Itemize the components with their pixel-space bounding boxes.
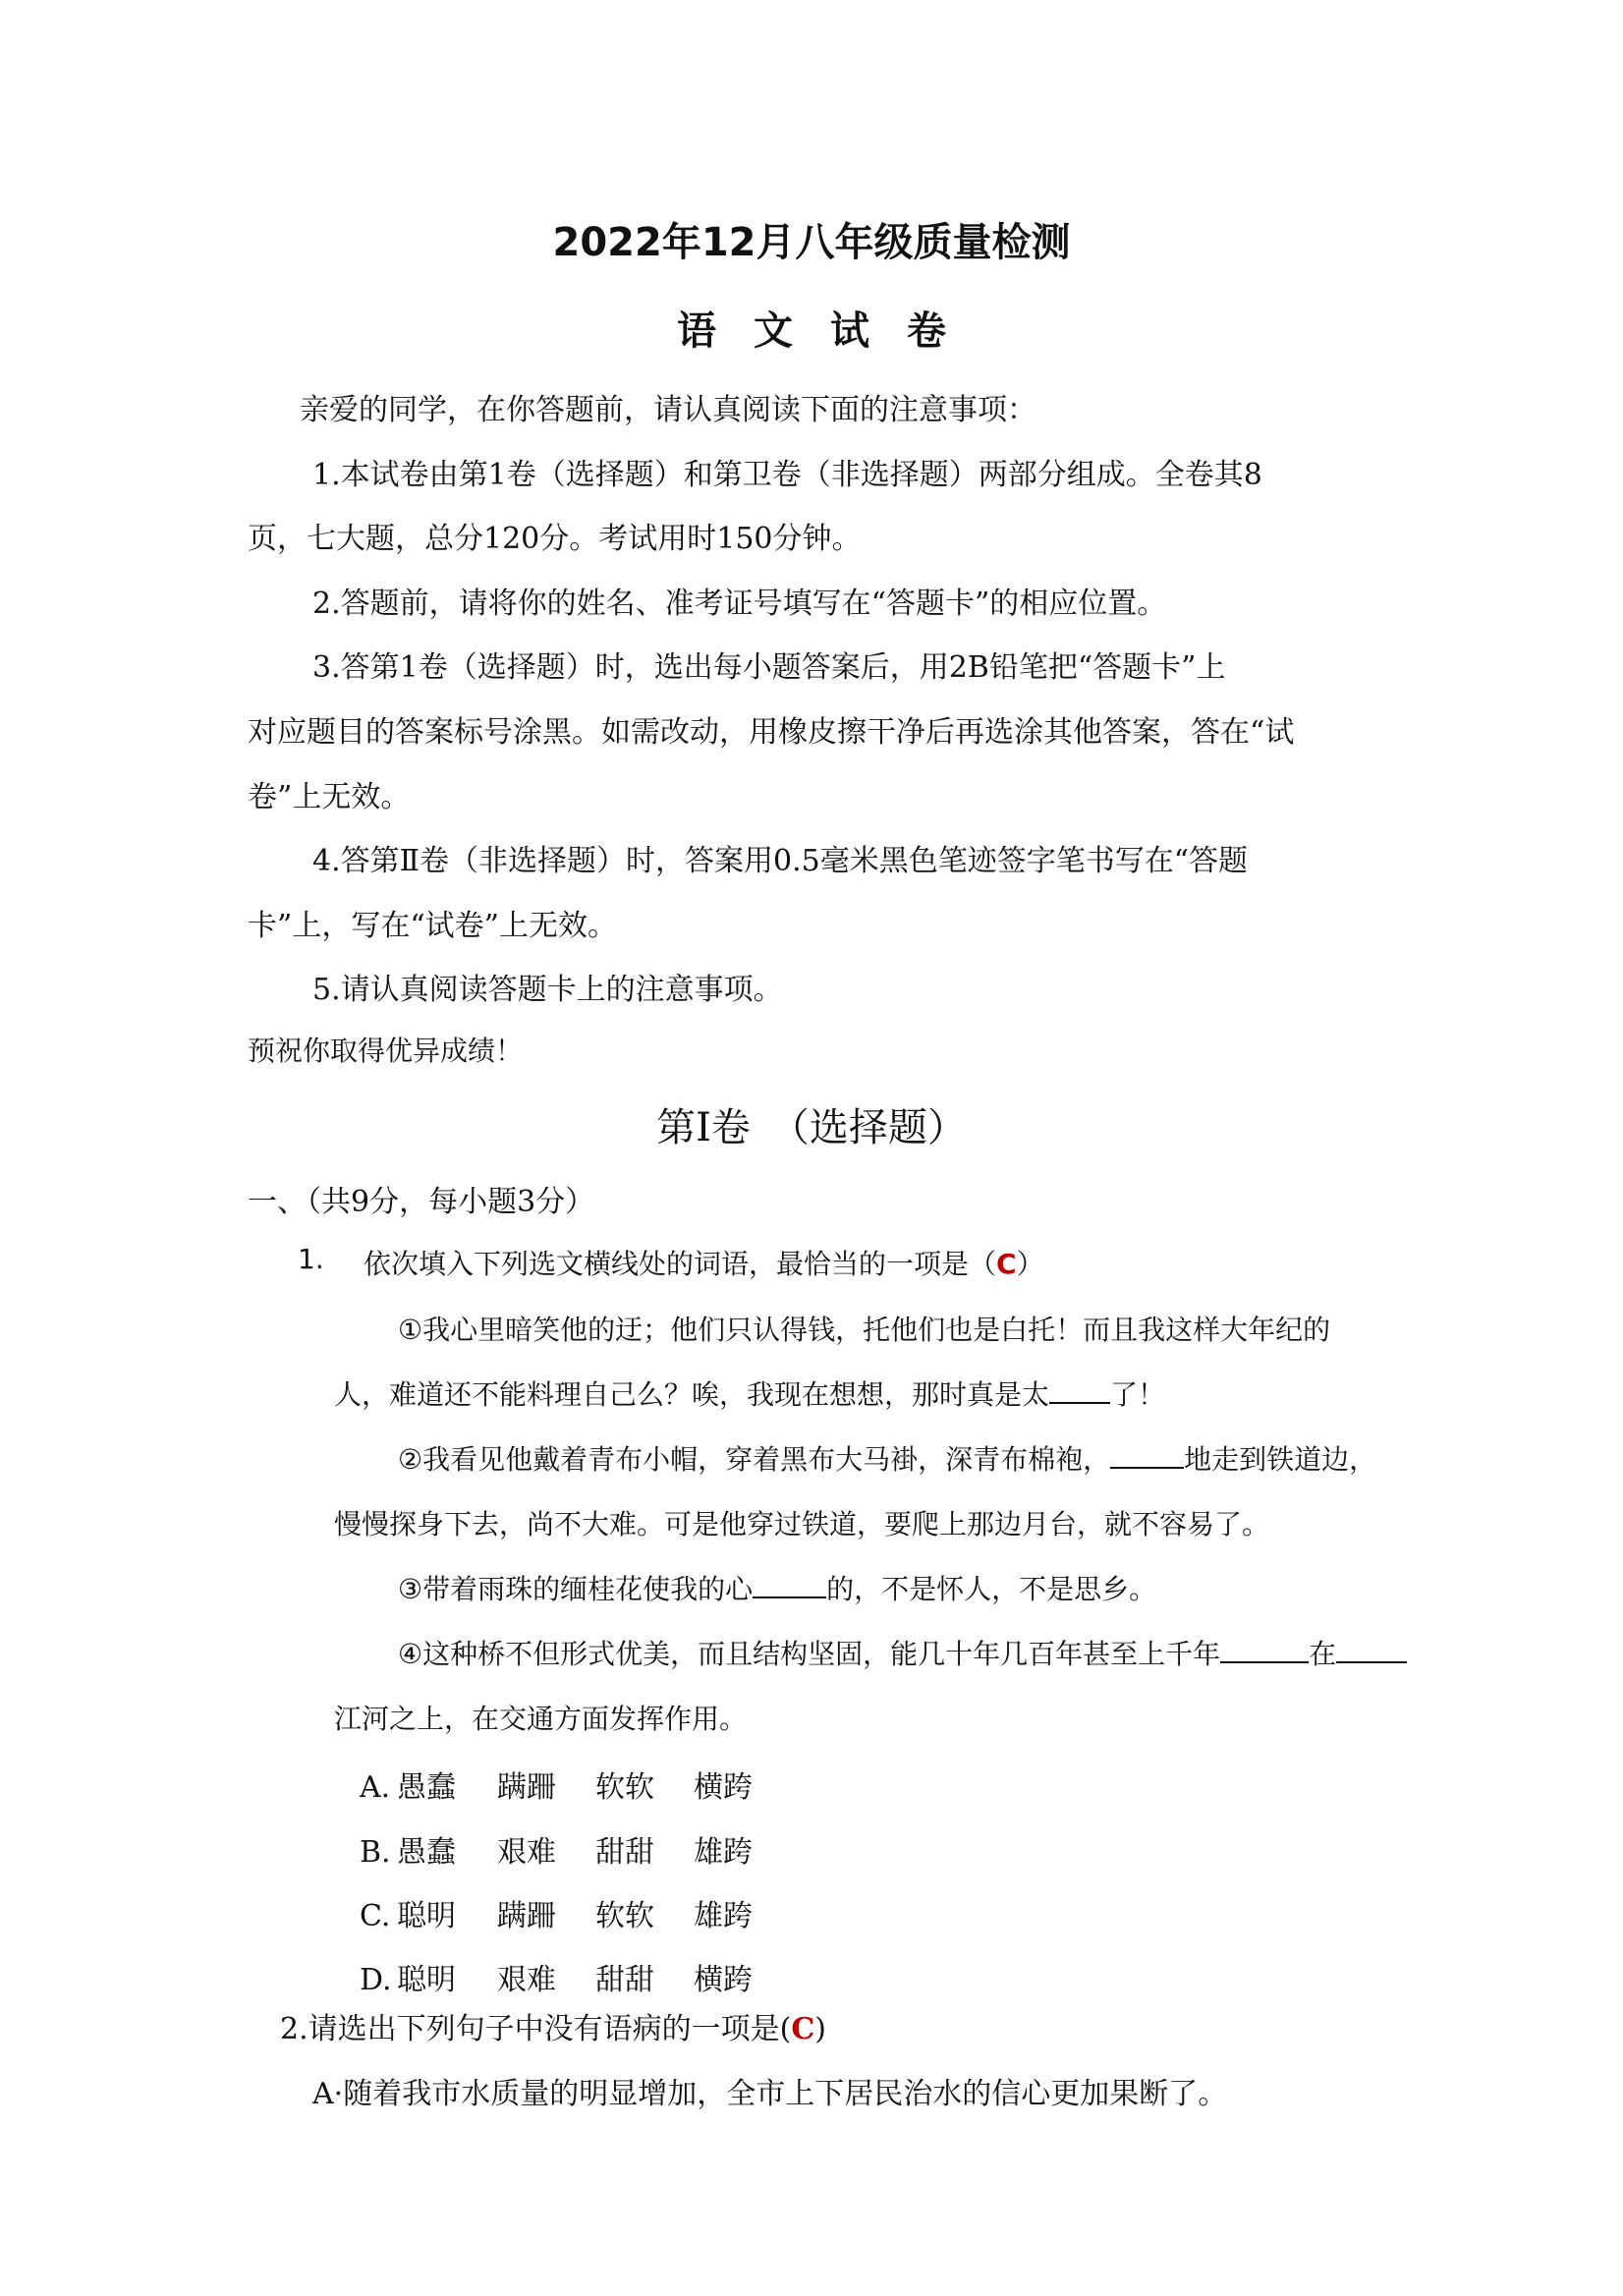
option-word: 愚蠢 (397, 1835, 456, 1870)
section-title: 第Ⅰ卷 （选择题） (656, 1105, 967, 1150)
notice-item-3-line-1: 3.答第1卷（选择题）时，选出每小题答案后，用2B铅笔把“答题卡”上 (312, 650, 1226, 685)
q1-sentence-4-line-1 (398, 1633, 1407, 1672)
option-word: 艰难 (497, 1963, 556, 1997)
q1-sentence-1-line-2 (334, 1373, 1165, 1413)
notice-item-1-line-2: 页，七大题，总分120分。考试用时150分钟。 (248, 522, 862, 556)
notice-item-3-line-2: 对应题目的答案标号涂黑。如需改动，用橡皮擦干净后再选涂其他答案，答在“试 (248, 715, 1295, 750)
notice-item-3-line-3: 卷”上无效。 (248, 780, 411, 814)
q1-option-d (360, 1955, 753, 1998)
q1-s2-end: 地走到铁道边， (1184, 1443, 1377, 1476)
q2-stem-end: ) (814, 2012, 826, 2046)
q1-number: 1. (298, 1243, 324, 1275)
q1-stem-text: 依次填入下列选文横线处的词语，最恰当的一项是（ (364, 1248, 997, 1280)
notice-wish: 预祝你取得优异成绩！ (248, 1035, 524, 1067)
option-word: 蹒跚 (497, 1770, 556, 1805)
q1-blank-1 (1049, 1374, 1110, 1404)
q1-sentence-4-line-2: 江河之上，在交通方面发挥作用。 (334, 1703, 748, 1735)
notice-item-5: 5.请认真阅读答题卡上的注意事项。 (312, 973, 783, 1007)
q1-s1-end: 了！ (1110, 1378, 1166, 1411)
option-word: 软软 (595, 1770, 654, 1805)
notice-intro: 亲爱的同学，在你答题前，请认真阅读下面的注意事项： (300, 393, 1036, 427)
part-heading: 一、（共9分，每小题3分） (248, 1185, 595, 1219)
option-word: 甜甜 (595, 1835, 654, 1870)
option-word: 愚蠢 (397, 1770, 456, 1805)
q1-option-c (360, 1891, 753, 1934)
option-word: 软软 (595, 1899, 654, 1933)
option-word: 甜甜 (595, 1963, 654, 1997)
page-subtitle: 语文试卷 (677, 308, 983, 354)
q2-option-a: A·随着我市水质量的明显增加，全市上下居民治水的信心更加果断了。 (312, 2077, 1228, 2111)
q2-stem-text: 2.请选出下列句子中没有语病的一项是( (280, 2012, 792, 2046)
option-word: 艰难 (497, 1835, 556, 1870)
option-word: 横跨 (694, 1770, 753, 1805)
q1-stem (364, 1243, 1044, 1282)
option-label: A. (360, 1770, 391, 1805)
q1-sentence-1-line-1: ①我心里暗笑他的迂；他们只认得钱，托他们也是白托！而且我这样大年纪的 (398, 1314, 1331, 1346)
q1-option-b (360, 1827, 753, 1871)
option-word: 雄跨 (694, 1899, 753, 1933)
q1-blank-5 (1336, 1634, 1407, 1663)
q1-blank-2 (1110, 1439, 1184, 1469)
q1-s4-mid: 在 (1309, 1638, 1337, 1670)
q1-sentence-2-line-1 (398, 1438, 1376, 1478)
q1-answer: C (996, 1248, 1017, 1280)
notice-item-2: 2.答题前，请将你的姓名、准考证号填写在“答题卡”的相应位置。 (312, 587, 1167, 621)
q1-sentence-3 (398, 1568, 1156, 1607)
option-word: 聪明 (397, 1899, 456, 1933)
q1-s1-text: 人，难道还不能料理自己么？唉，我现在想想，那时真是太 (334, 1378, 1050, 1411)
q1-option-a (360, 1763, 753, 1806)
option-word: 蹒跚 (497, 1899, 556, 1933)
q1-s3-text: ③带着雨珠的缅桂花使我的心 (398, 1573, 754, 1605)
q1-blank-4 (1220, 1634, 1309, 1663)
option-word: 雄跨 (694, 1835, 753, 1870)
q1-s2-text: ②我看见他戴着青布小帽，穿着黑布大马褂，深青布棉袍， (398, 1443, 1111, 1476)
q1-s3-end: 的，不是怀人，不是思乡。 (826, 1573, 1157, 1605)
q2-stem (280, 2004, 826, 2047)
page-title: 2022年12月八年级质量检测 (552, 220, 1071, 265)
q1-stem-end: ） (1016, 1248, 1044, 1280)
q2-answer: C (791, 2012, 815, 2046)
option-label: B. (360, 1835, 391, 1870)
option-word: 聪明 (397, 1963, 456, 1997)
option-label: C. (360, 1899, 391, 1933)
option-word: 横跨 (694, 1963, 753, 1997)
q1-sentence-2-line-2: 慢慢探身下去，尚不大难。可是他穿过铁道，要爬上那边月台，就不容易了。 (334, 1508, 1270, 1540)
notice-item-1-line-1: 1.本试卷由第1卷（选择题）和第卫卷（非选择题）两部分组成。全卷其8 (312, 458, 1262, 492)
notice-item-4-line-2: 卡”上，写在“试卷”上无效。 (248, 909, 618, 943)
q1-blank-3 (753, 1569, 826, 1598)
option-label: D. (360, 1963, 392, 1997)
q1-s4-text: ④这种桥不但形式优美，而且结构坚固，能几十年几百年甚至上千年 (398, 1638, 1221, 1670)
notice-item-4-line-1: 4.答第Ⅱ卷（非选择题）时，答案用0.5毫米黑色笔迹签字笔书写在“答题 (312, 844, 1249, 878)
